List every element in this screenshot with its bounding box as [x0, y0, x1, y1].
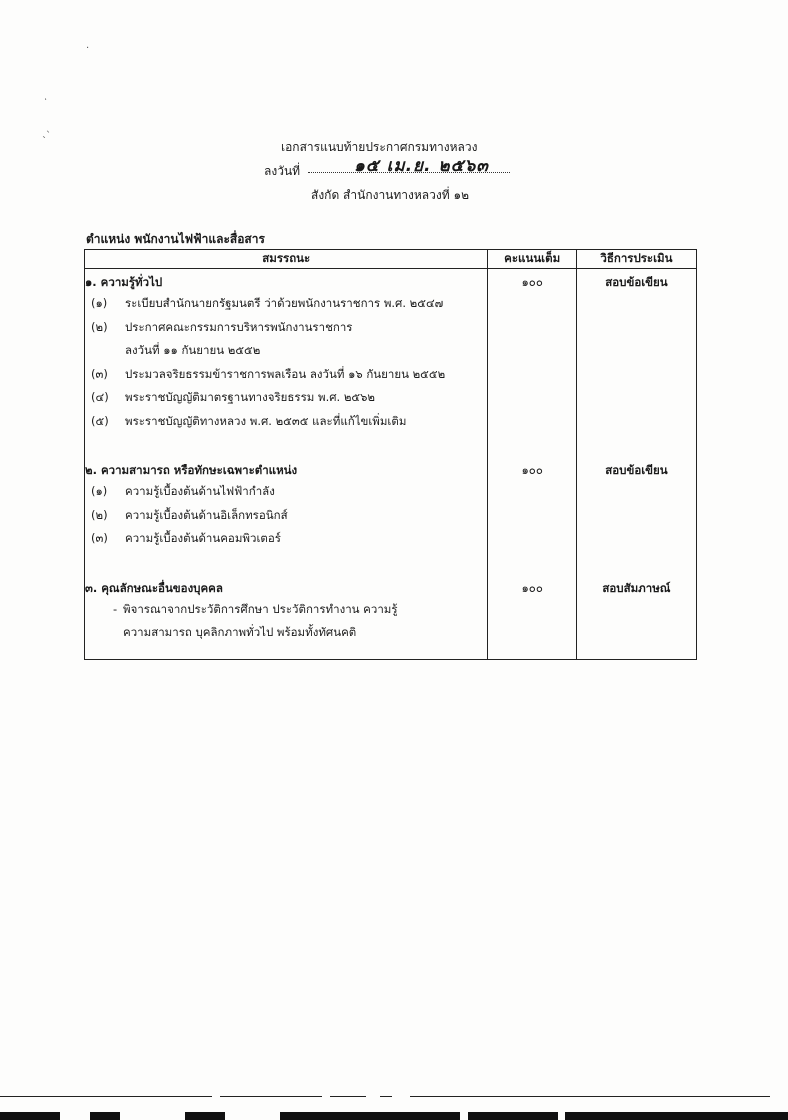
header-full-score: คะแนนเต็ม	[488, 250, 576, 269]
table-header-row	[85, 250, 697, 269]
section-3-method: สอบสัมภาษณ์	[602, 580, 671, 595]
list-item: (๒) ประกาศคณะกรรมการบริหารพนักงานราชการ	[91, 319, 353, 334]
section-2-method: สอบข้อเขียน	[605, 463, 668, 477]
footer-rule	[380, 1096, 392, 1097]
table-row	[85, 269, 697, 458]
scan-edge	[468, 1112, 558, 1120]
table-row	[85, 575, 697, 660]
unit-line: สังกัด สำนักงานทางหลวงที่ ๑๒	[311, 188, 470, 202]
list-item: (๔) พระราชบัญญัติมาตรฐานทางจริยธรรม พ.ศ. ๒๕๖๒	[91, 390, 376, 404]
header-method: วิธีการประเมิน	[576, 250, 696, 269]
scan-edge	[90, 1112, 120, 1120]
section-2-method-cell	[576, 457, 696, 575]
list-item: ความสามารถ บุคลิกภาพทั่วไป พร้อมทั้งทัศนคติ	[123, 625, 357, 639]
section-3-score-cell	[488, 575, 576, 660]
list-item: (๒) ความรู้เบื้องต้นด้านอิเล็กทรอนิกส์	[91, 507, 288, 522]
competency-table	[84, 249, 697, 660]
section-1-cell	[85, 269, 488, 458]
document-title: เอกสารแนบท้ายประกาศกรมทางหลวง	[281, 140, 478, 154]
section-1-score-cell	[488, 269, 576, 458]
section-2-title: ๒. ความสามารถ หรือทักษะเฉพาะตำแหน่ง	[85, 463, 298, 477]
header-competency: สมรรถนะ	[85, 250, 488, 269]
list-item: (๕) พระราชบัญญัติทางหลวง พ.ศ. ๒๕๓๕ และที่แก้ไขเพิ่มเติม	[91, 413, 407, 428]
section-1-title: ๑. ความรู้ทั่วไป	[85, 275, 163, 289]
footer-rule	[220, 1096, 322, 1097]
section-3-method-cell	[576, 575, 696, 660]
scan-edge	[185, 1112, 225, 1120]
section-2-score-cell	[488, 457, 576, 575]
footer-rule	[330, 1096, 366, 1097]
position-title: ตำแหน่ง พนักงานไฟฟ้าและสื่อสาร	[86, 232, 265, 246]
section-3-score: ๑๐๐	[521, 580, 543, 595]
section-3-cell	[85, 575, 488, 660]
list-item: - พิจารณาจากประวัติการศึกษา ประวัติการทำงาน ความรู้	[113, 601, 398, 616]
scan-edge	[565, 1112, 788, 1120]
section-1-method: สอบข้อเขียน	[605, 275, 668, 289]
section-2-cell	[85, 457, 488, 575]
list-item: (๓) ประมวลจริยธรรมข้าราชการพลเรือน ลงวันที่ ๑๖ กันยายน ๒๕๕๒	[91, 366, 446, 381]
footer-rule	[410, 1096, 770, 1097]
scan-edge	[0, 1112, 60, 1120]
section-1-method-cell	[576, 269, 696, 458]
section-1-score: ๑๐๐	[521, 275, 543, 289]
list-item: (๑) ความรู้เบื้องต้นด้านไฟฟ้ากำลัง	[91, 484, 275, 498]
section-2-score: ๑๐๐	[521, 463, 543, 477]
list-item: ลงวันที่ ๑๑ กันยายน ๒๕๕๒	[125, 343, 261, 357]
date-label: ลงวันที่	[264, 164, 301, 178]
handwritten-date: ๑๕ เม.ย. ๒๕๖๓	[354, 156, 489, 176]
table-row	[85, 457, 697, 575]
section-3-title: ๓. คุณลักษณะอื่นของบุคคล	[85, 580, 223, 595]
footer-rule	[0, 1096, 212, 1097]
list-item: (๓) ความรู้เบื้องต้นด้านคอมพิวเตอร์	[91, 531, 281, 545]
list-item: (๑) ระเบียบสำนักนายกรัฐมนตรี ว่าด้วยพนักงานราชการ พ.ศ. ๒๕๔๗	[91, 296, 444, 310]
scan-edge	[280, 1112, 460, 1120]
